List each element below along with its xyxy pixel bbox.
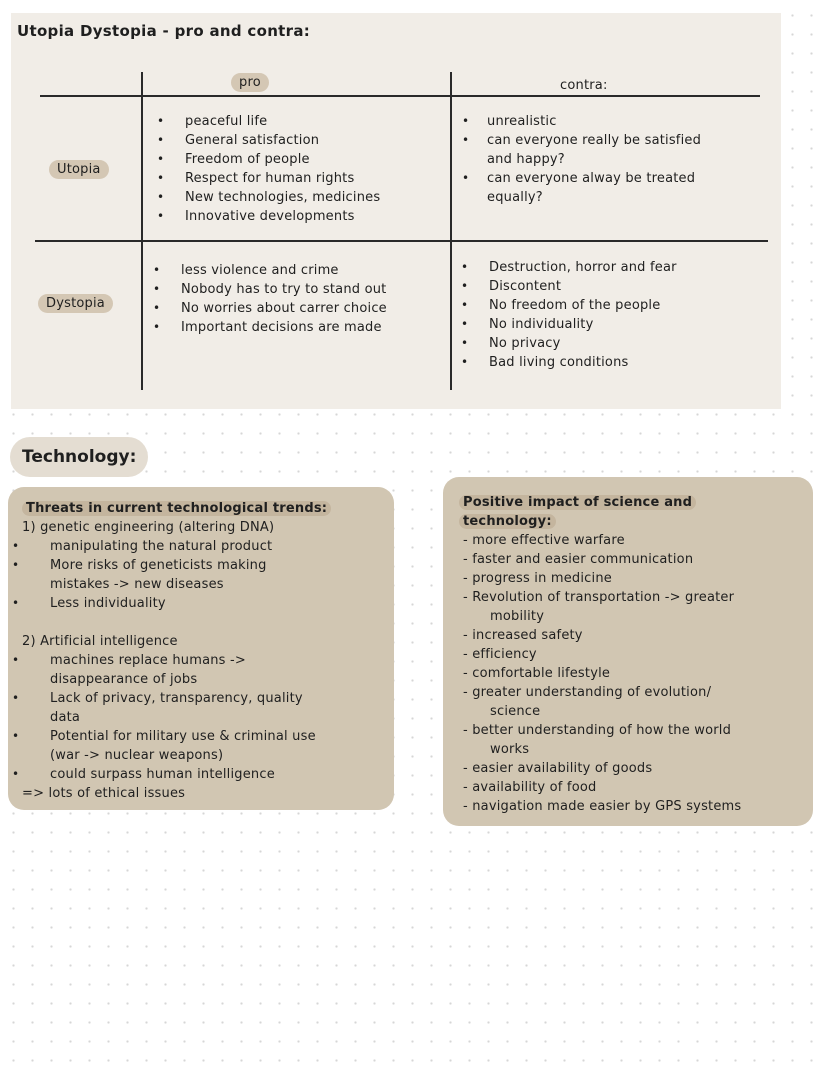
list-item: - comfortable lifestyle [463,666,611,681]
list-item: • peaceful life [185,112,380,131]
list-item: - progress in medicine [463,571,612,586]
list-item: • Nobody has to try to stand out [181,280,387,299]
threats-title [22,499,331,518]
bullet: • [12,691,20,705]
list-item: • No worries about carrer choice [181,299,387,318]
list-item: • General satisfaction [185,131,380,150]
bullet: • [12,729,20,743]
column-header-pro: pro [231,73,269,92]
list-item: - greater understanding of evolution/ [463,685,712,700]
positive-title-line1-text: Positive impact of science and [459,495,696,510]
list-item: • Destruction, horror and fear [489,258,677,277]
list-item: • Discontent [489,277,677,296]
positive-title-line2-text: technology: [459,514,556,529]
list-item: • Respect for human rights [185,169,380,188]
list-item: machines replace humans -> [50,653,246,668]
list-item: • No privacy [489,334,677,353]
list-item: can everyone alway be treated [487,171,696,186]
bullet: • [462,133,470,147]
list-item: unrealistic [487,114,557,129]
ai-heading: 2) Artificial intelligence [22,634,178,649]
technology-heading: Technology: [10,437,148,477]
list-item: (war -> nuclear weapons) [50,748,224,763]
table-row-rule [35,240,768,242]
list-item: disappearance of jobs [50,672,198,687]
list-item: Lack of privacy, transparency, quality [50,691,303,706]
list-item: data [50,710,81,725]
list-item: - Revolution of transportation -> greater [463,590,735,605]
list-item: could surpass human intelligence [50,767,275,782]
list-item: • New technologies, medicines [185,188,380,207]
genetic-engineering-heading: 1) genetic engineering (altering DNA) [22,520,275,535]
utopia-pro-list [185,112,380,226]
list-item: equally? [487,190,543,205]
list-item: - better understanding of how the world [463,723,732,738]
dystopia-contra-list [489,258,677,372]
table-header-rule [40,95,760,97]
bullet: • [462,171,470,185]
bullet: • [12,767,20,781]
bullet: • [462,114,470,128]
bullet: • [12,558,20,572]
list-item: mistakes -> new diseases [50,577,224,592]
list-item: manipulating the natural product [50,539,273,554]
list-item: • Freedom of people [185,150,380,169]
list-item: works [490,742,530,757]
list-item: can everyone really be satisfied [487,133,702,148]
threats-title-text: Threats in current technological trends: [22,501,331,516]
positive-impact-box [443,477,813,826]
dystopia-pro-list [181,261,387,337]
list-item: Less individuality [50,596,166,611]
threats-conclusion: => lots of ethical issues [22,786,186,801]
list-item: - faster and easier communication [463,552,694,567]
list-item: - efficiency [463,647,537,662]
list-item: • No freedom of the people [489,296,677,315]
list-item: More risks of geneticists making [50,558,267,573]
row-label-dystopia: Dystopia [38,294,113,313]
list-item: - easier availability of goods [463,761,653,776]
list-item: - increased safety [463,628,583,643]
bullet: • [12,539,20,553]
list-item: and happy? [487,152,565,167]
list-item: - availability of food [463,780,597,795]
row-label-utopia: Utopia [49,160,109,179]
list-item: Potential for military use & criminal use [50,729,316,744]
list-item: science [490,704,541,719]
table-divider-left [141,72,143,390]
list-item: • Bad living conditions [489,353,677,372]
table-divider-middle [450,72,452,390]
column-header-contra: contra: [560,78,608,93]
list-item: - navigation made easier by GPS systems [463,799,742,814]
page-title: Utopia Dystopia - pro and contra: [17,22,311,40]
list-item: • Innovative developments [185,207,380,226]
list-item: - more effective warfare [463,533,625,548]
bullet: • [12,596,20,610]
list-item: • less violence and crime [181,261,387,280]
list-item: mobility [490,609,545,624]
list-item: • Important decisions are made [181,318,387,337]
positive-title-line2 [459,512,556,531]
list-item: • No individuality [489,315,677,334]
bullet: • [12,653,20,667]
threats-box [8,487,394,810]
positive-title-line1 [459,493,696,512]
